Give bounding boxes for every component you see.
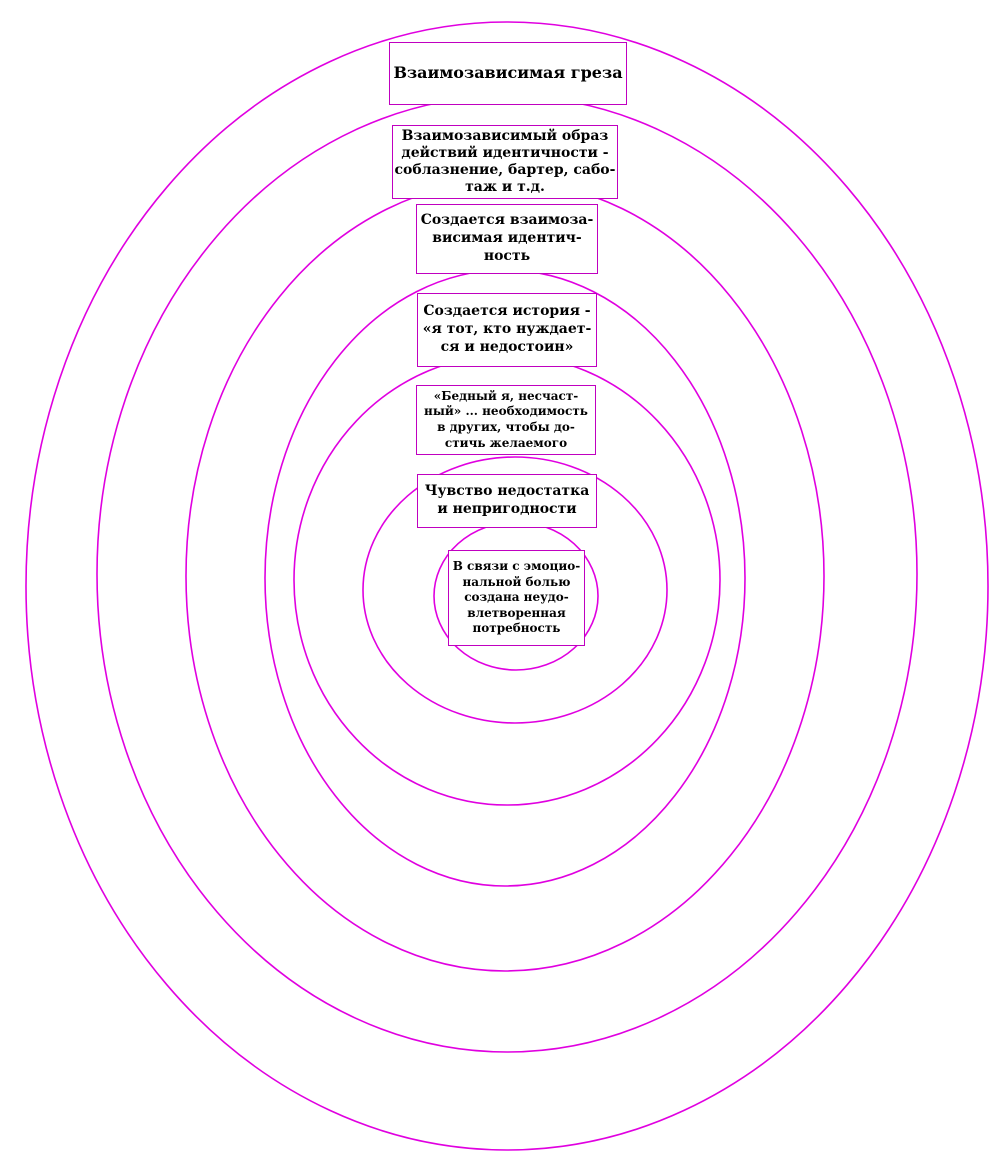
layer-3-text: Создается взаимоза- висимая идентич- ность — [420, 212, 594, 264]
layer-6-label — [417, 474, 597, 528]
layer-1-text: Взаимозависимая греза — [393, 63, 623, 83]
layer-7-label — [448, 550, 585, 646]
layer-3-label — [416, 204, 598, 274]
layer-1-label — [389, 42, 627, 105]
layer-2-text: Взаимозависимый образ действий идентичности - соблазнение, бартер, сабо- таж и т.д. — [394, 127, 616, 196]
layer-2-label — [392, 125, 618, 199]
layer-5-text: «Бедный я, несчаст- ный» ... необходимость в других, чтобы до- стичь желаемого — [424, 388, 588, 450]
layer-6-text: Чувство недостатка и непригодности — [424, 483, 590, 517]
layer-4-label — [417, 293, 597, 367]
layer-5-label — [416, 385, 596, 455]
layer-4-text: Создается история - «я тот, кто нуждает- ся и недостоин» — [422, 303, 592, 355]
layer-7-text: В связи с эмоцио- нальной болью создана неудо- влетворенная потребность — [452, 559, 581, 636]
